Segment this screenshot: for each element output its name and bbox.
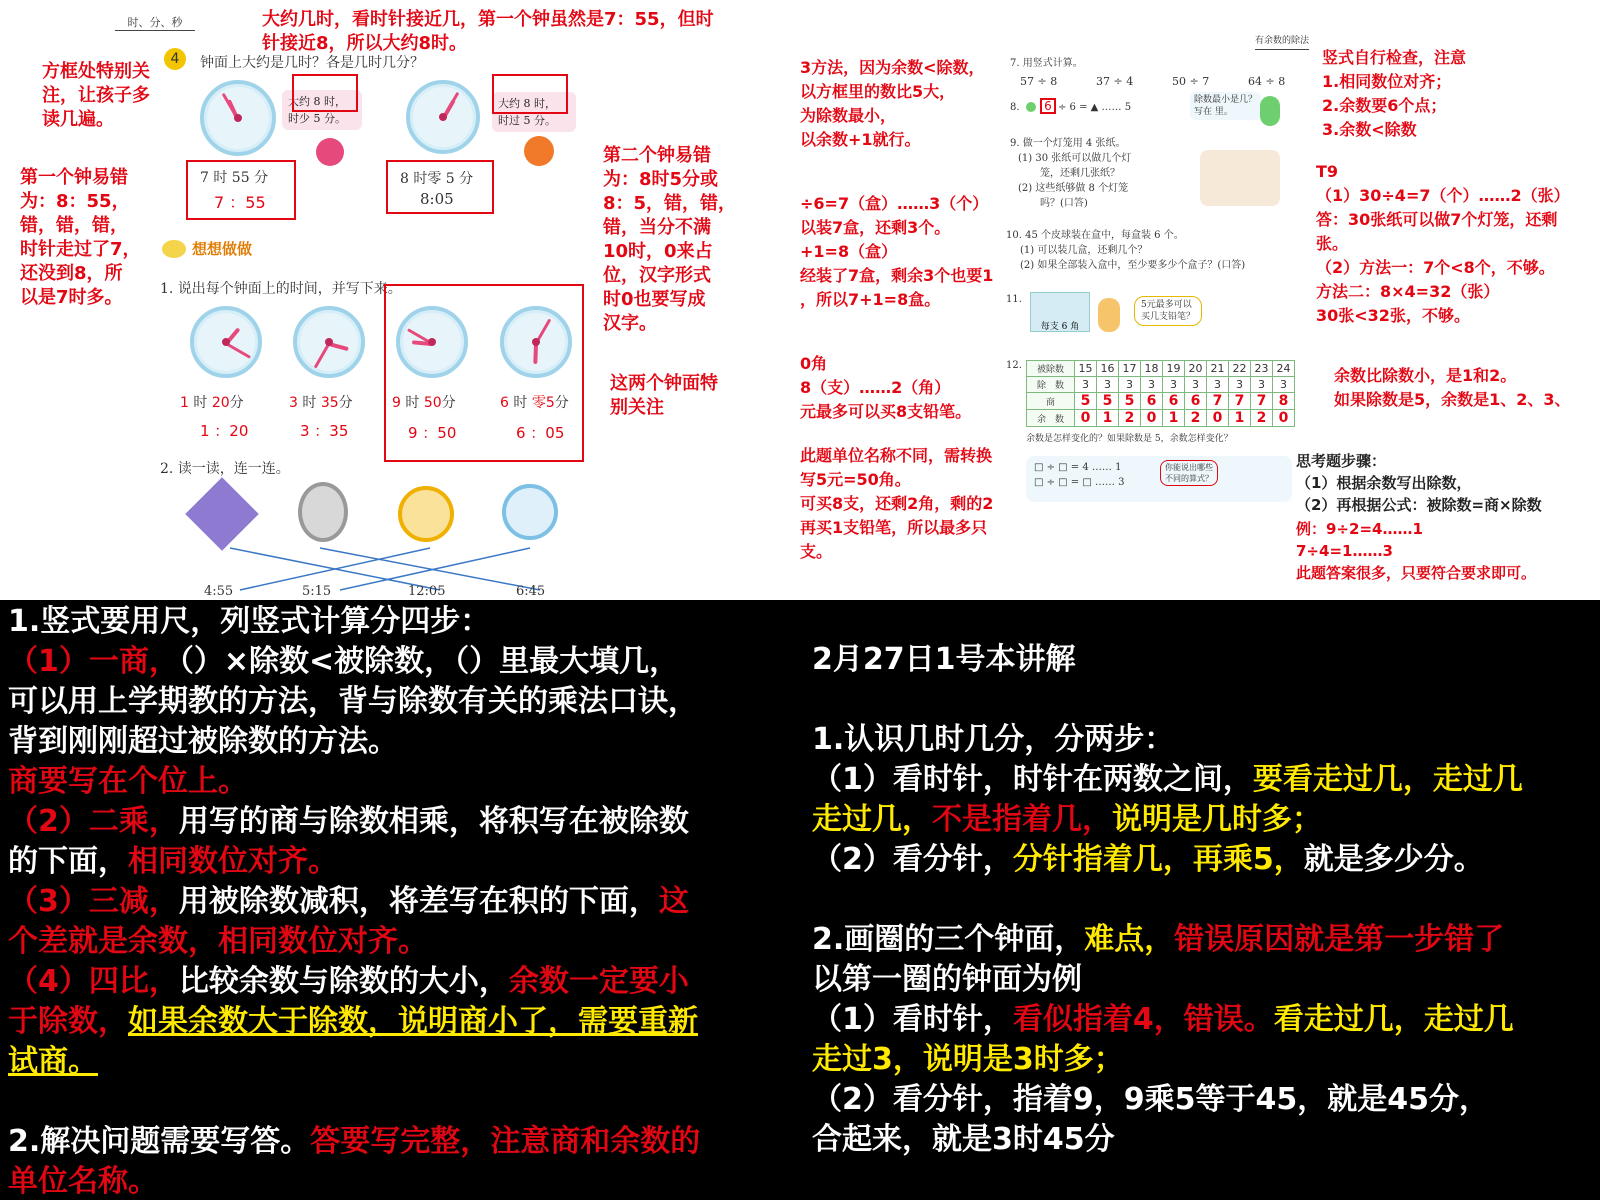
note-line: 3方法，因为余数<除数， — [800, 58, 985, 77]
note-line: ，所以7+1=8盒。 — [800, 290, 941, 309]
point-1-step-1-cont — [812, 800, 1322, 840]
note-line: 例：9÷2=4……1 — [1296, 520, 1423, 538]
point-2-conclusion: 合起来，就是3时45分 — [812, 1122, 1115, 1157]
point-2-example: 以第一圈的钟面为例 — [812, 962, 1082, 997]
step-head: （1）一商， — [8, 644, 179, 679]
bubble-line: 写在 里。 — [1194, 107, 1233, 117]
step-4-line — [8, 962, 689, 1002]
hour-word: 时 — [513, 395, 528, 411]
step-body: 用被除数减积，将差写在积的下面， — [178, 884, 659, 919]
row-label: 除 数 — [1027, 377, 1075, 393]
note-line: 30张<32张，不够。 — [1316, 306, 1470, 325]
table-cell: 5 — [1075, 393, 1097, 410]
note-line: 竖式自行检查，注意 — [1322, 48, 1467, 67]
bubble-line: 你能说出哪些 — [1165, 463, 1213, 472]
note-line: ÷6=7（盒）……3（个） — [800, 194, 989, 213]
answer-2-digital: 8:05 — [420, 190, 454, 208]
step-4-cont — [8, 1002, 698, 1042]
annotation-line: 错，当分不满 — [603, 217, 711, 238]
q9-line: (2) 这些纸够做 8 个灯笼 — [1018, 183, 1129, 194]
table-cell: 1 — [1163, 410, 1185, 427]
table-cell: 19 — [1163, 361, 1185, 377]
annotation-line: 8：5，错，错， — [603, 193, 737, 214]
notes-title: 2月27日1号本讲解 — [812, 642, 1076, 677]
step-underlined: 如果余数大于除数，说明商小了，需要重新 — [128, 1004, 698, 1039]
table-cell: 3 — [1141, 377, 1163, 393]
minute-word: 分 — [441, 395, 456, 411]
q7-item: 64 ÷ 8 — [1248, 75, 1286, 88]
step-body: （）×除数<被除数，（）里最大填几， — [178, 644, 680, 679]
q10-text — [1006, 228, 1245, 273]
q9-line: 9. 做一个灯笼用 4 张纸。 — [1010, 138, 1126, 149]
worksheet-division-panel: 有余数的除法 3方法，因为余数<除数， 以方框里的数比5大， 为除数最小， 以余数+1就行。 7. 用竖式计算。 57 ÷ 8 37 ÷ 4 50 ÷ 7 64 ÷ 8 8. 6 ÷ 6 = ▲ …… 5 除数最小是几？ 写在 里。 9. 做一个灯笼用 4 张纸。 (1) 30 张纸可以做几个灯 笼，还剩几张纸？ (2) 这些纸够做 8 个灯笼 吗？(口答) ÷6=7（盒）……3（个） 以装7盒，还剩3个。 +1=8（盒） 经装了7盒，剩余3个也要1 ，所以7+1=8盒。 10. 45 个皮球装在盒中，每盒装 6 个。 (1) 可以装几盒，还剩几个？ (2) 如果全部装入盒中，至少要多少个盒子？(口答) 11. 每支 6 角 5元最多可以 买几支铅笔？ 0角 8（支）……2（角） 元最多可以买8支铅笔。 12. 被除数 15 16 17 18 19 20 21 22 23 24 除 数 3 3 3 3 3 3 3 3 3 3 商 5 5 5 6 6 6 7 7 7 8 余 数 0 1 2 0 1 2 0 1 2 0 余数是怎样变化的？如果除数是 5，余数怎样变化？ 此题单位名称不同，需转换 写5元=50角。 可买8支，还剩2角，剩的2 再买1支铅笔，所以最多只 支。 □ ÷ □ = 4 …… 1 □ ÷ □ = □ …… 3 你能说出哪些 不同的算式？ 竖式自行检查，注意 1.相同数位对齐； 2.余数要6个点； 3.余数<除数 T9 （1）30÷4=7（个）……2（张） 答：30张纸可以做7个灯笼，还剩 张。 （2）方法一：7个<8个，不够。 方法二：8×4=32（张） 30张<32张，不够。 余数比除数小，是1和2。 如果除数是5，余数是1、2、3、 思考题步骤： （1）根据余数写出除数， （2）再根据公式：被除数=商×除数 例：9÷2=4……1 7÷4=1……3 此题答案很多，只要符合要求即可。 — [800, 0, 1600, 600]
mid-notes — [800, 192, 993, 312]
notes-title: 1.竖式要用尺，列竖式计算分四步： — [8, 604, 491, 639]
minute-value: 50 — [423, 395, 442, 411]
annotation-line: 别关注 — [610, 397, 664, 418]
step-emphasis: 看走过几，走过几 — [1273, 1002, 1514, 1037]
note-line: 元最多可以买8支铅笔。 — [800, 402, 972, 421]
point-emphasis: 答要写完整，注意商和余数的 — [310, 1124, 701, 1159]
point-2-step-2: （2）看分针，指着9，9乘5等于45，就是45分， — [812, 1082, 1489, 1117]
table-cell: 6 — [1185, 393, 1207, 410]
table-cell: 6 — [1163, 393, 1185, 410]
row-label: 商 — [1027, 393, 1075, 410]
hour-value: 1 — [180, 395, 189, 411]
step-line: （1）根据余数写出除数， — [1296, 474, 1472, 492]
note-line: 以方框里的数比5大， — [800, 82, 956, 101]
match-time: 12:05 — [408, 584, 446, 599]
note-line: （2）方法一：7个<8个，不够。 — [1316, 258, 1555, 277]
unit-notes — [800, 444, 993, 564]
circle-icon — [1026, 102, 1036, 112]
step-body: 就是多少分。 — [1303, 842, 1484, 877]
minute-word: 分 — [338, 395, 353, 411]
worksheet-header: 时、分、秒 — [115, 14, 195, 31]
children-illustration — [1200, 150, 1280, 206]
note-line: 可买8支，还剩2角，剩的2 — [800, 494, 994, 513]
table-cell: 5 — [1097, 393, 1119, 410]
clock-digital: 1 ：20 — [200, 422, 249, 440]
bubble-line: 5元最多可以 — [1141, 300, 1192, 310]
match-time: 5:15 — [302, 584, 332, 599]
answer-1-digital: 7 ：55 — [214, 193, 266, 212]
hour-word: 时 — [302, 395, 317, 411]
q11-bubble — [1134, 296, 1202, 326]
q12-label: 12. — [1006, 360, 1022, 371]
section-title: 想想做做 — [192, 240, 253, 258]
step-3-cont: 个差就是余数，相同数位对齐。 — [8, 924, 428, 959]
hour-word: 时 — [193, 395, 208, 411]
point-body: 2.画圈的三个钟面， — [812, 922, 1085, 957]
pencil-sign: 每支 6 角 — [1030, 292, 1090, 332]
point-emphasis: 难点， — [1084, 922, 1175, 957]
think-steps — [1296, 450, 1542, 516]
q7-title: 7. 用竖式计算。 — [1010, 58, 1083, 69]
minute-word: 分 — [554, 395, 569, 411]
table-cell: 2 — [1251, 410, 1273, 427]
step-2-line — [8, 802, 689, 842]
note-line: 以装7盒，还剩3个。 — [800, 218, 951, 237]
q7-item: 57 ÷ 8 — [1020, 75, 1058, 88]
note-line: 方法二：8×4=32（张） — [1316, 282, 1500, 301]
table-cell: 2 — [1119, 410, 1141, 427]
step-emphasis: 说明是几时多； — [1112, 802, 1322, 837]
q7-item: 50 ÷ 7 — [1172, 75, 1210, 88]
table-cell: 3 — [1163, 377, 1185, 393]
table-cell: 3 — [1251, 377, 1273, 393]
step-head: （3）三减， — [8, 884, 179, 919]
step-emphasis: 分针指着几，再乘5， — [1012, 842, 1304, 877]
girl-illustration — [1098, 298, 1120, 332]
match-time: 4:55 — [204, 584, 234, 599]
table-cell: 0 — [1273, 410, 1295, 427]
step-emphasis: 相同数位对齐。 — [128, 844, 338, 879]
q9-line: (1) 30 张纸可以做几个灯 — [1018, 153, 1132, 164]
minute-value: 35 — [320, 395, 339, 411]
q8-bubble — [1190, 92, 1261, 120]
t9-notes — [1316, 160, 1570, 328]
note-line: 再买1支铅笔，所以最多只 — [800, 518, 988, 537]
note-line: +1=8（盒） — [800, 242, 898, 261]
note-line: 如果除数是5，余数是1、2、3、 — [1334, 390, 1571, 409]
step-1-cont: 可以用上学期教的方法，背与除数有关的乘法口诀， — [8, 684, 698, 719]
step-1-line — [8, 642, 679, 682]
hour-value: 9 — [392, 395, 401, 411]
annotation-line: 针接近8，所以大约8时。 — [262, 33, 468, 54]
matching-lines — [0, 0, 790, 600]
table-cell: 6 — [1141, 393, 1163, 410]
think-bubble — [1160, 460, 1218, 486]
clock-digital: 6 ：05 — [516, 424, 565, 442]
note-line: 经装了7盒，剩余3个也要1 — [800, 266, 994, 285]
annotation-line: 错，错，错， — [20, 215, 128, 236]
note-line: 3.余数<除数 — [1322, 120, 1417, 139]
worksheet-clock-panel — [0, 0, 790, 600]
bubble-line: 大约 8 时， — [498, 97, 556, 110]
remainder-notes — [1334, 364, 1571, 412]
table-cell: 18 — [1141, 361, 1163, 377]
step-line: （2）再根据公式：被除数=商×除数 — [1296, 496, 1542, 514]
note-line: 支。 — [800, 542, 833, 561]
note-line: （1）30÷4=7（个）……2（张） — [1316, 186, 1570, 205]
question-text: 钟面上大约是几时？各是几时几分？ — [200, 55, 424, 71]
step-1-cont: 背到刚刚超过被除数的方法。 — [8, 724, 398, 759]
note-line: T9 — [1316, 162, 1339, 181]
note-line: 为除数最小， — [800, 106, 897, 125]
q9-line: 笼，还剩几张纸？ — [1040, 168, 1120, 179]
minute-word: 分 — [229, 395, 244, 411]
step-emphasis: 要看走过几，走过几 — [1252, 762, 1523, 797]
answer-text: 7 时 55 分 — [200, 170, 269, 186]
annotation-line: 以是7时多。 — [20, 287, 123, 308]
annotation-line: 第二个钟易错 — [603, 145, 711, 166]
hour-value: 6 — [500, 395, 509, 411]
example-notes — [1296, 518, 1536, 584]
bubble-line: 不同的算式？ — [1165, 474, 1213, 483]
note-line: 余数比除数小，是1和2。 — [1334, 366, 1517, 385]
q8-label: 8. — [1010, 102, 1020, 113]
step-body: 比较余数与除数的大小， — [178, 964, 509, 999]
row-label: 余 数 — [1027, 410, 1075, 427]
point-2-cont: 单位名称。 — [8, 1164, 158, 1199]
notes-division-panel — [0, 600, 800, 1200]
annotation-line: 第一个钟易错 — [20, 167, 128, 188]
step-emphasis: 这 — [658, 884, 689, 919]
table-cell: 3 — [1185, 377, 1207, 393]
table-cell: 0 — [1075, 410, 1097, 427]
step-head: （4）四比， — [8, 964, 179, 999]
annotation-line: 还没到8，所 — [20, 263, 123, 284]
point-warning: 错误原因就是第一步错了 — [1174, 922, 1505, 957]
note-line: 此题答案很多，只要符合要求即可。 — [1296, 564, 1537, 582]
step-emphasis: 走过几， — [812, 802, 932, 837]
bubble-line: 时少 5 分。 — [288, 112, 346, 125]
table-cell: 17 — [1119, 361, 1141, 377]
step-warning: 不是指着几， — [932, 802, 1112, 837]
think-equation: □ ÷ □ = □ …… 3 — [1034, 477, 1125, 488]
q9-line: 吗？(口答) — [1040, 198, 1088, 209]
q9-text — [1010, 136, 1131, 211]
table-cell: 1 — [1229, 410, 1251, 427]
table-cell: 0 — [1141, 410, 1163, 427]
question-number-badge: 4 — [164, 48, 186, 70]
note-line: 1.相同数位对齐； — [1322, 72, 1452, 91]
annotation-line: 时针走过了7， — [20, 239, 141, 260]
bubble-line: 时过 5 分。 — [498, 114, 556, 127]
table-cell: 15 — [1075, 361, 1097, 377]
row-label: 被除数 — [1027, 361, 1075, 377]
annotation-line: 方框处特别关 — [42, 61, 150, 82]
step-body: （1）看时针， — [812, 1002, 1013, 1037]
point-1-step-2 — [812, 840, 1484, 880]
table-cell: 23 — [1251, 361, 1273, 377]
note-line: 2.余数要6个点； — [1322, 96, 1447, 115]
note-line: 8（支）……2（角） — [800, 378, 951, 397]
think-box — [1026, 456, 1292, 502]
right-notes-top — [1322, 46, 1466, 142]
annotation-line: 这两个钟面特 — [610, 373, 718, 394]
left-notes — [800, 56, 985, 152]
annotation-line: 读几遍。 — [42, 109, 114, 130]
minute-value: 20 — [211, 395, 230, 411]
clock-digital: 3 ：35 — [300, 422, 349, 440]
cartoon-frog-icon — [1260, 96, 1280, 126]
table-cell: 2 — [1185, 410, 1207, 427]
worksheet-header: 有余数的除法 — [1255, 34, 1309, 50]
step-4-cont: 试商。 — [8, 1044, 98, 1079]
step-warning: 看似指着4，错误。 — [1012, 1002, 1274, 1037]
step-head: （2）二乘， — [8, 804, 179, 839]
step-1-rule: 商要写在个位上。 — [8, 764, 248, 799]
bubble-line: 大约 8 时， — [288, 95, 346, 108]
point-1-title: 1.认识几时几分，分两步： — [812, 722, 1175, 757]
annotation-line: 为：8：55， — [20, 191, 130, 212]
step-body: （2）看分针， — [812, 842, 1013, 877]
q10-line: 10. 45 个皮球装在盒中，每盒装 6 个。 — [1006, 230, 1184, 241]
table-cell: 3 — [1119, 377, 1141, 393]
annotation-line: 位，汉字形式 — [603, 265, 711, 286]
table-cell: 24 — [1273, 361, 1295, 377]
annotation-line: 大约几时，看时针接近几，第一个钟虽然是7：55，但时 — [262, 9, 714, 30]
think-equation: □ ÷ □ = 4 …… 1 — [1034, 462, 1122, 473]
point-2-line — [8, 1122, 700, 1162]
notes-clock-panel — [800, 600, 1600, 1200]
minute-value: 零5 — [531, 395, 555, 411]
table-cell: 8 — [1273, 393, 1295, 410]
note-line: 写5元=50角。 — [800, 470, 911, 489]
q11-label: 11. — [1006, 294, 1022, 305]
bubble-line: 除数最小是几？ — [1194, 95, 1258, 105]
point-1-step-1 — [812, 760, 1523, 800]
table-cell: 3 — [1075, 377, 1097, 393]
table-cell: 20 — [1185, 361, 1207, 377]
note-line: 以余数+1就行。 — [800, 130, 921, 149]
annotation-line: 时0也要写成 — [603, 289, 706, 310]
q10-line: (1) 可以装几盒，还剩几个？ — [1020, 245, 1148, 256]
point-2-step-1 — [812, 1000, 1514, 1040]
note-line: 答：30张纸可以做7个灯笼，还剩 — [1316, 210, 1558, 229]
table-cell: 0 — [1207, 410, 1229, 427]
hour-word: 时 — [405, 395, 420, 411]
step-body: （1）看时针，时针在两数之间， — [812, 762, 1253, 797]
step-line: 思考题步骤： — [1296, 452, 1387, 470]
table-cell: 21 — [1207, 361, 1229, 377]
table-cell: 3 — [1207, 377, 1229, 393]
q10-line: (2) 如果全部装入盒中，至少要多少个盒子？(口答) — [1020, 260, 1246, 271]
clock-digital: 9 ：50 — [408, 424, 457, 442]
point-2-title — [812, 920, 1504, 960]
match-time: 6:45 — [516, 584, 546, 599]
annotation-line: 注，让孩子多 — [42, 85, 150, 106]
annotation-line: 10时，0来占 — [603, 241, 713, 262]
table-cell: 3 — [1097, 377, 1119, 393]
step-emphasis: 于除数， — [8, 1004, 128, 1039]
step-emphasis: 余数一定要小 — [508, 964, 689, 999]
table-caption: 余数是怎样变化的？如果除数是 5，余数怎样变化？ — [1026, 434, 1233, 444]
remainder-table — [1026, 360, 1295, 427]
table-cell: 5 — [1119, 393, 1141, 410]
annotation-line: 汉字。 — [603, 313, 657, 334]
table-cell: 3 — [1229, 377, 1251, 393]
step-body: 的下面， — [8, 844, 128, 879]
table-cell: 7 — [1207, 393, 1229, 410]
point-2-step-1-cont: 走过3，说明是3时多； — [812, 1042, 1124, 1077]
table-cell: 7 — [1251, 393, 1273, 410]
q11-notes — [800, 352, 971, 424]
table-cell: 3 — [1273, 377, 1295, 393]
table-cell: 1 — [1097, 410, 1119, 427]
note-line: 0角 — [800, 354, 828, 373]
point-body: 2.解决问题需要写答。 — [8, 1124, 311, 1159]
table-cell: 16 — [1097, 361, 1119, 377]
table-cell: 22 — [1229, 361, 1251, 377]
note-line: 张。 — [1316, 234, 1349, 253]
task-2-text: 2. 读一读，连一连。 — [160, 461, 290, 477]
q7-item: 37 ÷ 4 — [1096, 75, 1134, 88]
task-1-text: 1. 说出每个钟面上的时间，并写下来。 — [160, 281, 402, 297]
step-3-line — [8, 882, 689, 922]
q8-equation: ÷ 6 = ▲ …… 5 — [1058, 102, 1132, 113]
hour-value: 3 — [289, 395, 298, 411]
bubble-line: 买几支铅笔？ — [1141, 312, 1196, 322]
step-body: 用写的商与除数相乘，将积写在被除数 — [178, 804, 689, 839]
note-line: 此题单位名称不同，需转换 — [800, 446, 993, 465]
table-cell: 7 — [1229, 393, 1251, 410]
annotation-line: 为：8时5分或 — [603, 169, 719, 190]
note-line: 7÷4=1……3 — [1296, 542, 1393, 560]
answer-2-text: 8 时零 5 分 — [400, 171, 474, 187]
step-2-cont — [8, 842, 338, 882]
